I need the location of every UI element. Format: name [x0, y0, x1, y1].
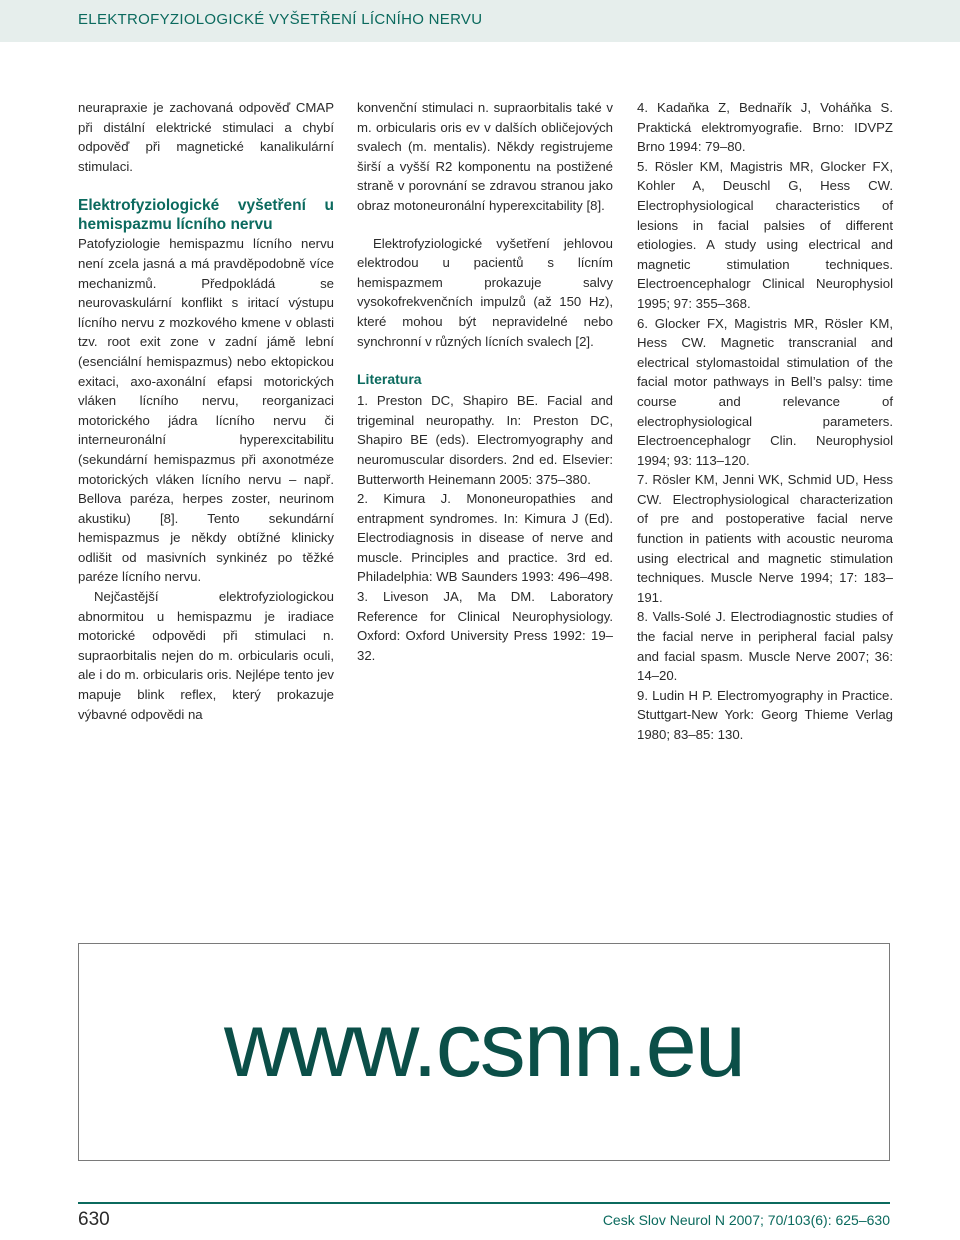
text-column-2 — [357, 98, 613, 665]
page-number: 630 — [78, 1209, 110, 1230]
reference-item: 9. Ludin H P. Electromyography in Practice. Stuttgart-New York: Georg Thieme Verlag 1980; 83–85: 130. — [637, 687, 893, 742]
reference-item: 6. Glocker FX, Magistris MR, Rösler KM, Hess CW. Magnetic transcranial and electrical stylomastoidal stimulation of the facial motor pathways in Bell’s palsy: time course and relevance of electrophysiological parameters. Electroencephalogr Clin. Neurophysiol 1994; 93: 113–120. — [637, 315, 893, 468]
reference-item: 4. Kadaňka Z, Bednařík J, Voháňka S. Praktická elektromyografie. Brno: IDVPZ Brno 1994: 79–80. — [637, 100, 893, 155]
paragraph: konvenční stimulaci n. supraorbitalis také v m. orbicularis oris ev v dalších obličejových svalech (m. mentalis). Někdy registrujeme širší a vyšší R2 komponentu na postižené straně v porovnání se zdravou stranou jako obraz motoneuronální hyperexcitability [8]. — [357, 100, 613, 213]
reference-item: 7. Rösler KM, Jenni WK, Schmid UD, Hess CW. Electrophysiological characterization of pre and postoperative facial nerve function in patients with acoustic neuroma using electrical and magnetic stimulation techniques. Muscle Nerve 1994; 17: 183–191. — [637, 472, 893, 605]
reference-item: 8. Valls-Solé J. Electrodiagnostic studies of the facial nerve in peripheral facial palsy and facial spasm. Muscle Nerve 2007; 36: 14–20. — [637, 609, 893, 684]
reference-item: 2. Kimura J. Mononeuropathies and entrapment syndromes. In: Kimura J (Ed). Electrodiagnosis in disease of nerve and muscle. Principles and practice. 3rd ed. Philadelphia: WB Saunders 1993: 496–498. — [357, 491, 613, 585]
paragraph: Nejčastější elektrofyziologickou abnormitou u hemispazmu je iradiace motorické odpovědi při stimulaci n. supraorbitalis nejen do m. orbicularis oculi, ale i do m. orbicularis oris. Nejlépe tento jev mapuje blink reflex, který prokazuje výbavné odpovědi na — [78, 589, 334, 722]
advertisement-box — [78, 943, 890, 1161]
paragraph: Elektrofyziologické vyšetření jehlovou elektrodou u pacientů s lícním hemispazmem prokazuje salvy vysokofrekvenčních impulzů (až 150 Hz), které mohou být nepravidelné nebo synchronní v různých lícních svalech [2]. — [357, 235, 613, 349]
reference-item: 1. Preston DC, Shapiro BE. Facial and trigeminal neuropathy. In: Preston DC, Shapiro BE (eds). Electromyography and neuromuscular disorders. 2nd ed. Elsevier: Butterworth Heinemann 2005: 375–380. — [357, 393, 613, 487]
paragraph: neurapraxie je zachovaná odpověď CMAP při distální elektrické stimulaci a chybí odpověď při magnetické kanalikulární stimulaci. — [78, 100, 334, 174]
references-heading: Literatura — [357, 371, 422, 388]
paragraph: Patofyziologie hemispazmu lícního nervu není zcela jasná a má pravděpodobně více mechanizmů. Předpokládá se neurovaskulární konflikt s iritací výstupu lícního nervu z mozkového kmene v oblasti tzv. root exit zone v zadní jámě lební (esenciální hemispazmus) nebo ektopickou exitaci, axo-axonální efapsi motorických vláken lícního nervu, reorganizaci motorického jádra lícního nervu či interneuronální hyperexcitabilitu (sekundární hemispazmus při axonotméze motorických vláken lícního nervu – např. Bellova paréza, herpes zoster, neurinom akustiku) [8]. Tento sekundární hemispazmus je někdy obtížné klinicky odlišit od masivních synkinéz po těžké paréze lícního nervu. — [78, 236, 334, 585]
text-column-1 — [78, 98, 334, 724]
advertisement-url[interactable]: www.csnn.eu — [223, 994, 745, 1096]
reference-item: 3. Liveson JA, Ma DM. Laboratory Reference for Clinical Neurophysiology. Oxford: Oxford University Press 1992: 19–32. — [357, 589, 613, 663]
section-heading: Elektrofyziologické vyšetření u hemispazmu lícního nervu — [78, 197, 334, 234]
text-column-3 — [637, 98, 893, 745]
running-header-title: ELEKTROFYZIOLOGICKÉ VYŠETŘENÍ LÍCNÍHO NERVU — [78, 11, 483, 28]
footer-divider — [78, 1202, 890, 1204]
journal-citation: Cesk Slov Neurol N 2007; 70/103(6): 625–630 — [602, 1212, 890, 1228]
reference-item: 5. Rösler KM, Magistris MR, Glocker FX, Kohler A, Deuschl G, Hess CW. Electrophysiological characteristics of lesions in facial palsies of different etiologies. A study using electrical and magnetic stimulation techniques. Electroencephalogr Clinical Neurophysiol 1995; 97: 355–368. — [637, 158, 893, 311]
running-header — [0, 0, 960, 42]
